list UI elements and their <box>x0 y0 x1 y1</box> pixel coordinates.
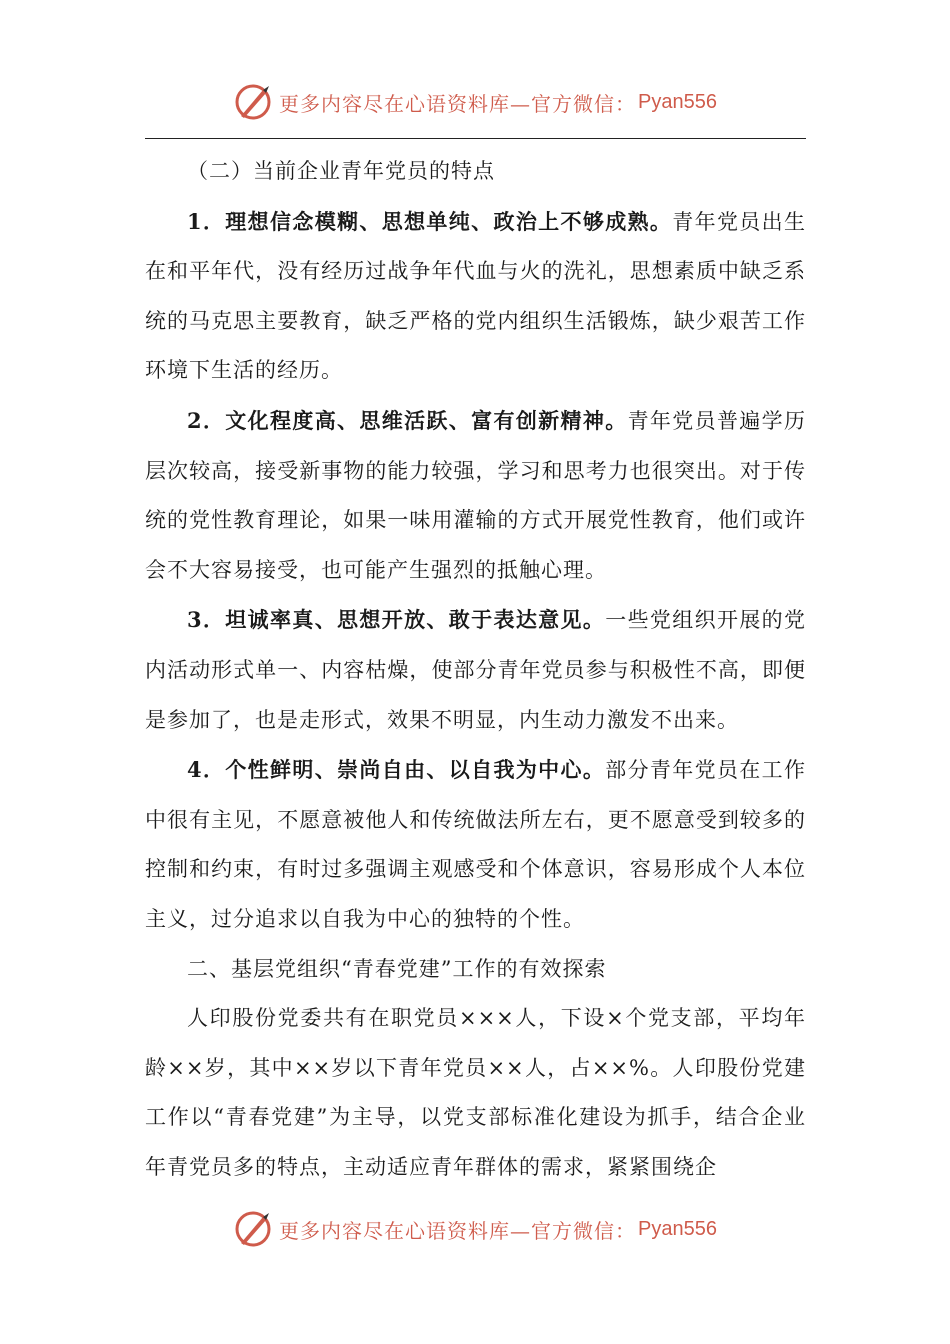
point-title: 4．个性鲜明、崇尚自由、以自我为中心。 <box>187 757 606 783</box>
section-subheading: （二）当前企业青年党员的特点 <box>187 159 495 183</box>
watermark-text: 更多内容尽在心语资料库—官方微信： <box>279 91 637 116</box>
watermark-handle: Pyan556 <box>638 1217 717 1240</box>
point-paragraph <box>145 197 806 396</box>
watermark-handle: Pyan556 <box>638 90 717 113</box>
footer-watermark <box>0 1207 950 1251</box>
quill-logo-icon <box>233 1209 273 1249</box>
point-title: 1．理想信念模糊、思想单纯、政治上不够成熟。 <box>187 208 673 234</box>
point-body: 一些党组织开展的党内活动形式单一、内容枯燥，使部分青年党员参与积极性不高，即便是参加了，也是走形式，效果不明显，内生动力激发不出来。 <box>145 608 806 732</box>
section-heading: 二、基层党组织“青春党建”工作的有效探索 <box>187 956 607 981</box>
point-body: 青年党员出生在和平年代，没有经历过战争年代血与火的洗礼，思想素质中缺乏系统的马克思主要教育，缺乏严格的党内组织生活锻炼，缺少艰苦工作环境下生活的经历。 <box>145 209 806 383</box>
header-watermark <box>0 80 950 124</box>
point-title: 3．坦诚率真、思想开放、敢于表达意见。 <box>187 607 606 633</box>
point-paragraph <box>145 595 806 745</box>
document-body <box>145 147 806 1192</box>
header-divider <box>145 138 806 139</box>
point-title: 2．文化程度高、思维活跃、富有创新精神。 <box>187 407 628 433</box>
point-body: 青年党员普遍学历层次较高，接受新事物的能力较强，学习和思考力也很突出。对于传统的党性教育理论，如果一味用灌输的方式开展党性教育，他们或许会不大容易接受，也可能产生强烈的抵触心理。 <box>145 408 806 582</box>
point-body: 部分青年党员在工作中很有主见，不愿意被他人和传统做法所左右，更不愿意受到较多的控制和约束，有时过多强调主观感受和个体意识，容易形成个人本位主义，过分追求以自我为中心的独特的个性。 <box>145 758 806 931</box>
quill-logo-icon <box>233 82 273 122</box>
point-paragraph <box>145 745 806 944</box>
watermark-text: 更多内容尽在心语资料库—官方微信： <box>279 1218 637 1243</box>
closing-paragraph: 人印股份党委共有在职党员×××人，下设×个党支部，平均年龄××岁，其中××岁以下青年党员××人，占××%。人印股份党建工作以“青春党建”为主导，以党支部标准化建设为抓手，结合企业年青党员多的特点，主动适应青年群体的需求，紧紧围绕企 <box>145 1006 806 1179</box>
point-paragraph <box>145 396 806 595</box>
